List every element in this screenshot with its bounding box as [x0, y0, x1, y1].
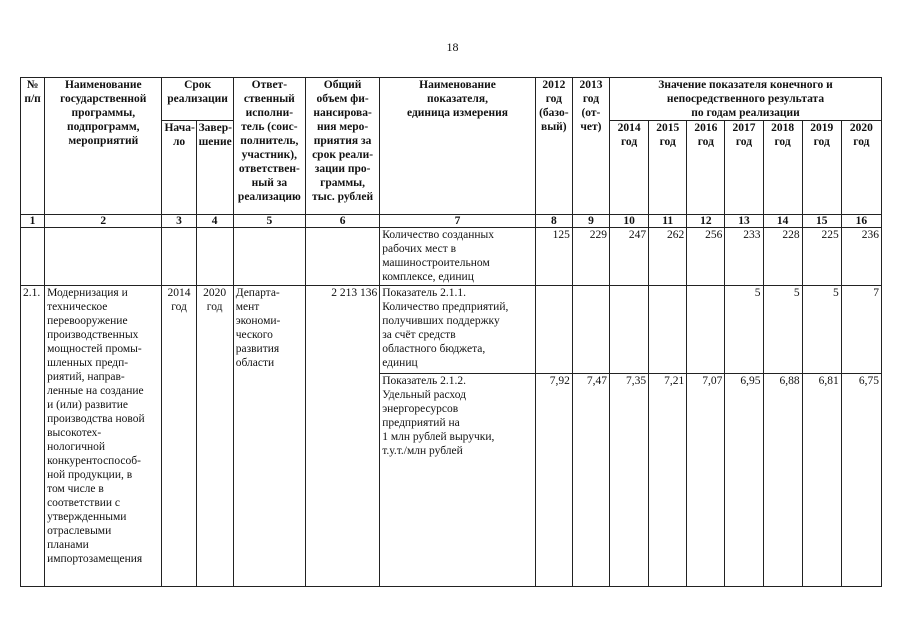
column-number: 6 [305, 215, 379, 228]
value-cell: 5 [725, 286, 763, 374]
column-number: 10 [610, 215, 649, 228]
header-year: 2019 год [802, 121, 841, 215]
value-cell: 236 [841, 228, 881, 286]
column-number: 16 [841, 215, 881, 228]
program-table [20, 77, 882, 587]
header-end: Завер- шение [196, 121, 233, 215]
value-cell: 125 [535, 228, 572, 286]
value-cell: 7 [841, 286, 881, 374]
end-cell: 2020 год [196, 286, 233, 587]
value-cell: 256 [687, 228, 725, 286]
column-number-row [21, 215, 882, 228]
header-year: 2020 год [841, 121, 881, 215]
value-cell: 7,92 [535, 374, 572, 587]
indicator-cell: Показатель 2.1.2. Удельный расход энергоресурсов предприятий на 1 млн рублей выручки, т.у.т./млн рублей [380, 374, 536, 587]
value-cell [572, 286, 609, 374]
header-start: Нача- ло [162, 121, 196, 215]
value-cell: 7,35 [610, 374, 649, 587]
header-num: № п/п [21, 78, 45, 215]
header-2013: 2013 год (от- чет) [572, 78, 609, 215]
value-cell: 5 [802, 286, 841, 374]
value-cell: 228 [763, 228, 802, 286]
executor-cell: Департа- мент экономи- ческого развития области [233, 286, 305, 587]
column-number: 1 [21, 215, 45, 228]
header-year: 2017 год [725, 121, 763, 215]
value-cell [649, 286, 687, 374]
start-cell: 2014 год [162, 286, 196, 587]
column-number: 12 [687, 215, 725, 228]
header-indicator: Наименование показателя, единица измерения [380, 78, 536, 215]
header-year: 2016 год [687, 121, 725, 215]
value-cell: 233 [725, 228, 763, 286]
header-year: 2018 год [763, 121, 802, 215]
header-program: Наименование государственной программы, подпрограмм, мероприятий [45, 78, 162, 215]
column-number: 5 [233, 215, 305, 228]
value-cell: 6,95 [725, 374, 763, 587]
value-cell [610, 286, 649, 374]
column-number: 13 [725, 215, 763, 228]
value-cell [535, 286, 572, 374]
value-cell: 6,88 [763, 374, 802, 587]
value-cell: 247 [610, 228, 649, 286]
column-number: 2 [45, 215, 162, 228]
value-cell: 5 [763, 286, 802, 374]
table-row [21, 286, 882, 374]
value-cell: 6,81 [802, 374, 841, 587]
volume-cell: 2 213 136 [305, 286, 379, 587]
header-volume: Общий объем фи- нансирова- ния меро- приятия за срок реали- зации про- граммы, тыс. рублей [305, 78, 379, 215]
column-number: 8 [535, 215, 572, 228]
indicator-cell: Количество созданных рабочих мест в машиностроительном комплексе, единиц [380, 228, 536, 286]
table-row [21, 228, 882, 286]
header-period: Срок реализации [162, 78, 233, 121]
value-cell: 6,75 [841, 374, 881, 587]
value-cell: 262 [649, 228, 687, 286]
item-number: 2.1. [21, 286, 45, 587]
column-number: 14 [763, 215, 802, 228]
value-cell: 229 [572, 228, 609, 286]
column-number: 11 [649, 215, 687, 228]
header-year: 2014 год [610, 121, 649, 215]
column-number: 15 [802, 215, 841, 228]
header-executor: Ответ- ственный исполни- тель (соис- полнитель, участник), ответствен- ный за реализацию [233, 78, 305, 215]
value-cell [687, 286, 725, 374]
header-2012: 2012 год (базо- вый) [535, 78, 572, 215]
value-cell: 7,21 [649, 374, 687, 587]
header-year: 2015 год [649, 121, 687, 215]
value-cell: 7,07 [687, 374, 725, 587]
program-cell: Модернизация и техническое перевооружение производственных мощностей промы- шленных предп- риятий, направ- ленные на создание и (или) развитие производства новой высокотех- нологичной конкурентоспособ- ной продукции, в том числе в соответствии с утвержденными отраслевыми планами импортозамещения [45, 286, 162, 587]
column-number: 3 [162, 215, 196, 228]
column-number: 4 [196, 215, 233, 228]
column-number: 9 [572, 215, 609, 228]
page-number: 18 [446, 40, 459, 54]
column-number: 7 [380, 215, 536, 228]
value-cell: 225 [802, 228, 841, 286]
header-values-group: Значение показателя конечного и непосредственного результата по годам реализации [610, 78, 882, 121]
value-cell: 7,47 [572, 374, 609, 587]
indicator-cell: Показатель 2.1.1. Количество предприятий, получивших поддержку за счёт средств областного бюджета, единиц [380, 286, 536, 374]
